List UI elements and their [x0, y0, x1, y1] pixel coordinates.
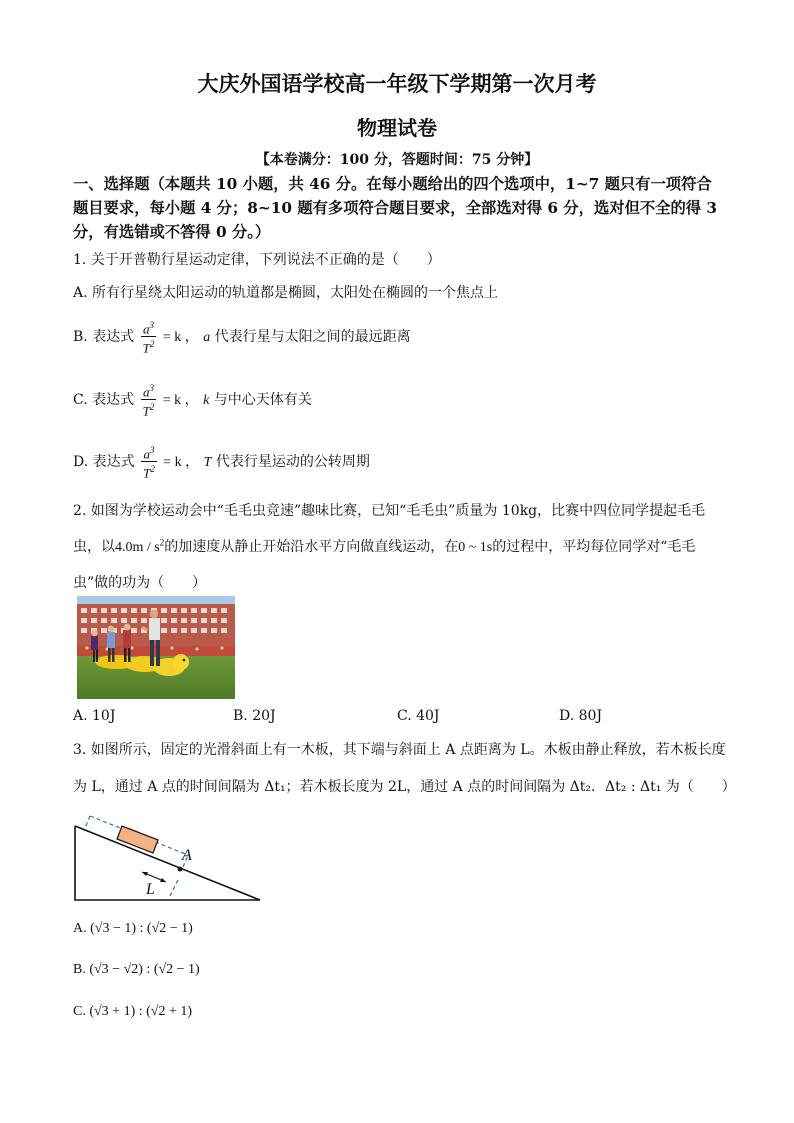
frac-num-exp: 3 [149, 383, 154, 393]
q2-line2-c: 的过程中，平均每位同学对“毛毛 [492, 539, 696, 555]
frac-num-exp: 3 [149, 320, 155, 330]
accel-value [115, 537, 165, 555]
frac-den: T [142, 340, 150, 356]
incline-triangle [75, 826, 260, 900]
q3-option-b: B. (√3 − √2) : (√2 − 1) [73, 962, 200, 977]
q2-option-d: D. 80J [559, 708, 603, 724]
q1-option-d-suffix: 代表行星运动的公转周期 [215, 453, 370, 470]
q1-option-a: A. 所有行星绕太阳运动的轨道都是椭圆，太阳处在椭圆的一个焦点上 [73, 285, 499, 301]
q2-option-b: B. 20J [233, 708, 276, 724]
q2-line2-b: 的加速度从静止开始沿水平方向做直线运动，在 [164, 539, 459, 555]
q3-option-a: A. (√3 − 1) : (√2 − 1) [73, 921, 193, 936]
section-heading-line2: 题目要求，每小题 4 分；8~10 题有多项符合题目要求，全部选对得 6 分，选对但不全的得 3 [73, 199, 718, 217]
frac-den: T [142, 403, 150, 419]
q1-var-k: k [203, 392, 210, 408]
point-a-marker [178, 867, 183, 872]
label-l: L [146, 881, 155, 898]
frac-eq: = k ， [163, 454, 200, 470]
q1-option-b-prefix: B. 表达式 [73, 328, 135, 345]
accel-exp: 2 [159, 537, 165, 548]
q2-option-c: C. 40J [397, 708, 440, 724]
kepler-fraction [141, 381, 157, 419]
q1-option-c-suffix: 与中心天体有关 [213, 391, 312, 408]
label-a: A [182, 847, 192, 864]
wooden-block [117, 826, 158, 853]
q2-line2-a: 虫，以 [73, 539, 115, 555]
frac-den-exp: 2 [149, 339, 155, 350]
interval-value: 0 ~ 1s [458, 540, 493, 555]
q1-var-a: a [203, 329, 211, 345]
frac-den: T [143, 465, 151, 481]
q3-line1: 3. 如图所示，固定的光滑斜面上有一木板，其下端与斜面上 A 点距离为 L。木板由静止释放，若木板长度 [73, 742, 726, 758]
board-dashed-outline [85, 816, 188, 898]
q2-line3: 虫”做的功为（ ） [73, 575, 207, 591]
frac-num: a [143, 446, 150, 462]
frac-num-exp: 3 [149, 445, 155, 455]
section-heading-line3: 分，有选错或不答得 0 分。） [73, 223, 271, 241]
accel-text: 4.0m / s [115, 540, 160, 555]
section-heading-line1: 一、选择题（本题共 10 小题，共 46 分。在每小题给出的四个选项中，1~7 题只有一项符合 [73, 175, 712, 193]
page-title: 大庆外国语学校高一年级下学期第一次月考 [197, 71, 597, 96]
q2-option-a: A. 10J [73, 708, 116, 724]
frac-den-exp: 2 [149, 402, 155, 413]
q1-option-d [73, 443, 370, 481]
incline-diagram [70, 806, 270, 906]
kepler-fraction [141, 443, 157, 481]
q1-option-b [73, 318, 411, 356]
q1-option-d-prefix: D. 表达式 [73, 453, 135, 470]
kepler-fraction [141, 318, 157, 356]
q1-option-c-prefix: C. 表达式 [73, 391, 135, 408]
frac-num: a [143, 321, 150, 337]
q2-line2 [73, 536, 695, 556]
q1-option-c [73, 381, 312, 419]
caterpillar-race-photo [77, 596, 235, 699]
subject-title: 物理试卷 [357, 116, 437, 140]
q1-var-t: T [203, 454, 212, 470]
q1-stem: 1. 关于开普勒行星运动定律，下列说法不正确的是（ ） [73, 252, 441, 268]
frac-num: a [142, 384, 150, 400]
frac-den-exp: 2 [150, 464, 155, 475]
q3-option-c: C. (√3 + 1) : (√2 + 1) [73, 1004, 193, 1019]
q3-line2: 为 L，通过 A 点的时间间隔为 Δt₁；若木板长度为 2L，通过 A 点的时间间隔为 Δt₂．Δt₂ : Δt₁ 为（ ） [73, 779, 736, 795]
q2-line1: 2. 如图为学校运动会中“毛毛虫竞速”趣味比赛，已知“毛毛虫”质量为 10kg，比赛中四位同学提起毛毛 [73, 503, 706, 519]
exam-info: 【本卷满分：100 分，答题时间：75 分钟】 [255, 152, 539, 168]
q1-option-b-suffix: 代表行星与太阳之间的最远距离 [214, 328, 411, 345]
frac-eq: = k ， [162, 392, 199, 408]
frac-eq: = k ， [162, 329, 199, 345]
